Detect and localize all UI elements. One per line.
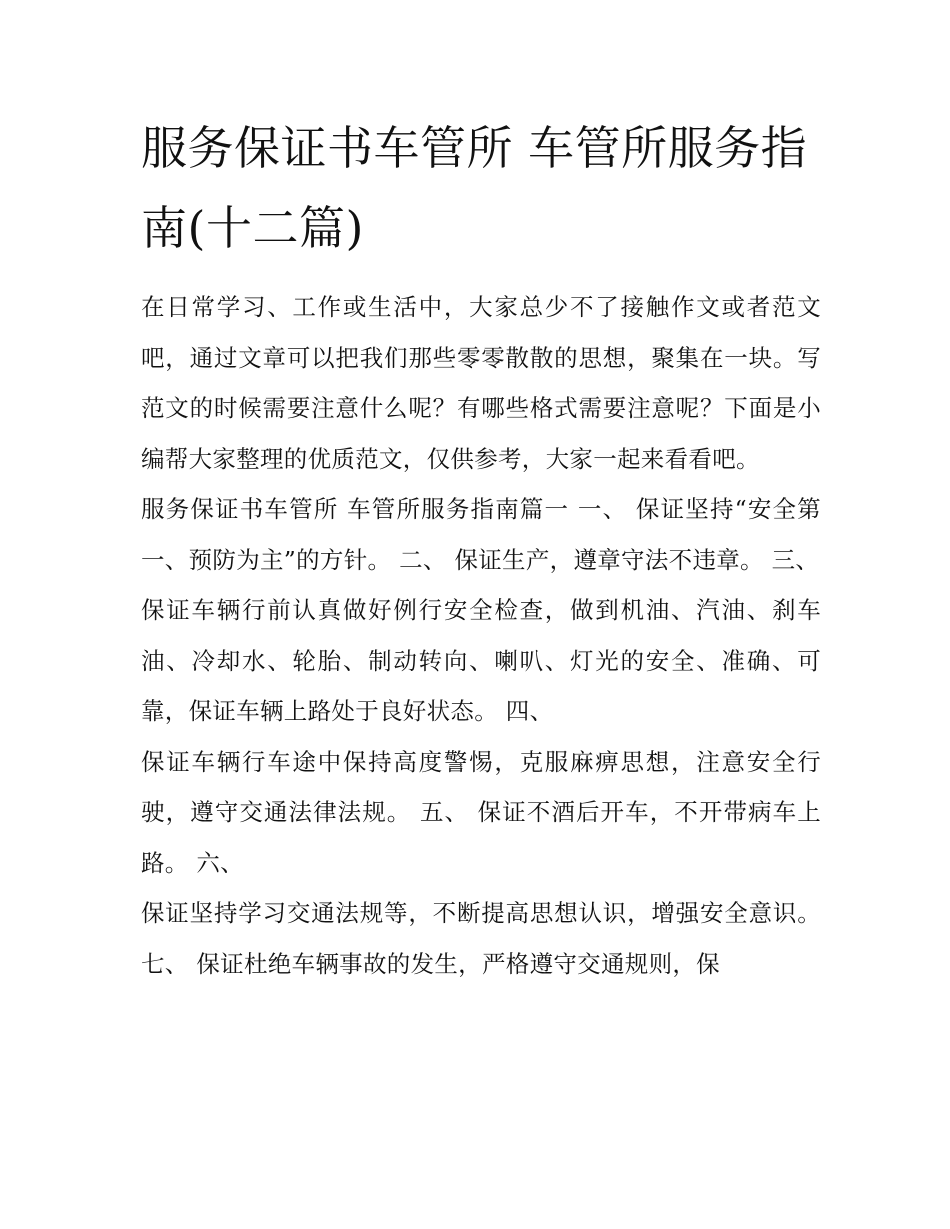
body-paragraph: 保证车辆行前认真做好例行安全检查，做到机油、汽油、刹车油、冷却水、轮胎、制动转向、喇叭、灯光的安全、准确、可靠，保证车辆上路处于良好状态。 四、 bbox=[141, 596, 821, 725]
document-body bbox=[141, 108, 821, 989]
body-paragraph: 服务保证书车管所 车管所服务指南篇一 一、 保证坚持“安全第一、预防为主”的方针。 二、 保证生产，遵章守法不违章。 三、 bbox=[141, 495, 821, 574]
intro-paragraph: 在日常学习、工作或生活中，大家总少不了接触作文或者范文吧，通过文章可以把我们那些零零散散的思想，聚集在一块。写范文的时候需要注意什么呢？有哪些格式需要注意呢？下面是小编帮大家整理的优质范文，仅供参考，大家一起来看看吧。 bbox=[141, 293, 821, 473]
body-paragraph: 保证车辆行车途中保持高度警惕，克服麻痹思想，注意安全行驶，遵守交通法律法规。 五、 保证不酒后开车，不开带病车上路。 六、 bbox=[141, 747, 821, 877]
body-paragraph: 保证坚持学习交通法规等，不断提高思想认识，增强安全意识。 七、 保证杜绝车辆事故的发生，严格遵守交通规则，保 bbox=[141, 899, 821, 978]
document-title: 服务保证书车管所 车管所服务指南(十二篇) bbox=[141, 121, 808, 255]
